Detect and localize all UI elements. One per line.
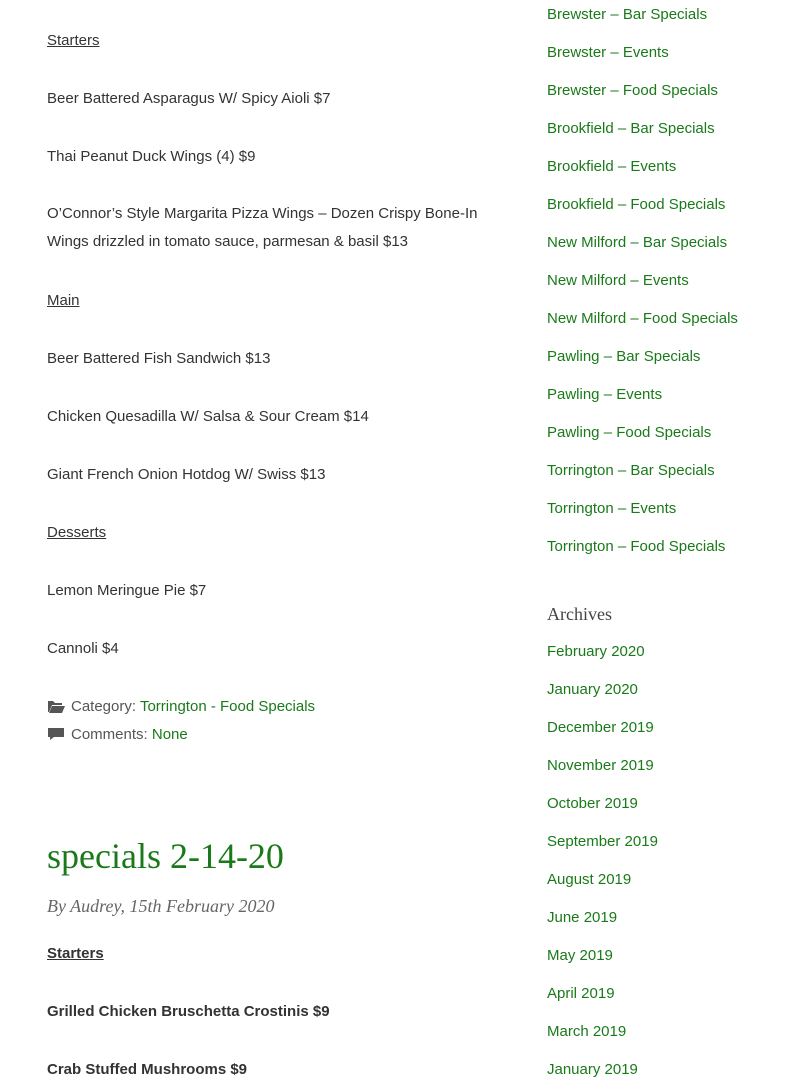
menu-item: Giant French Onion Hotdog W/ Swiss $13 (47, 466, 326, 483)
menu-item: Beer Battered Asparagus W/ Spicy Aioli $7 (47, 90, 331, 107)
sidebar-category-link[interactable]: Pawling – Bar Specials (547, 348, 701, 365)
sidebar-category-link[interactable]: Brewster – Food Specials (547, 82, 718, 99)
sidebar-category-link[interactable]: New Milford – Food Specials (547, 310, 738, 327)
archive-link[interactable]: May 2019 (547, 947, 613, 964)
archive-link[interactable]: October 2019 (547, 795, 638, 812)
menu-item: Thai Peanut Duck Wings (4) $9 (47, 148, 256, 165)
archive-link[interactable]: April 2019 (547, 985, 615, 1002)
sidebar-category-link[interactable]: Brewster – Events (547, 44, 669, 61)
sidebar-category-link[interactable]: Brookfield – Food Specials (547, 196, 726, 213)
comment-icon (47, 727, 65, 745)
archive-link[interactable]: June 2019 (547, 909, 618, 926)
starters-heading: Starters (47, 945, 104, 962)
category-label: Category: (71, 698, 137, 715)
menu-item: Lemon Meringue Pie $7 (47, 582, 207, 599)
menu-item: Cannoli $4 (47, 640, 119, 657)
menu-item: Chicken Quesadilla W/ Salsa & Sour Cream $14 (47, 408, 369, 425)
menu-item: Crab Stuffed Mushrooms $9 (47, 1061, 248, 1078)
archive-link[interactable]: August 2019 (547, 871, 632, 888)
post-byline: By Audrey, 15th February 2020 (47, 896, 275, 916)
sidebar-category-link[interactable]: Brewster – Bar Specials (547, 6, 708, 23)
starters-heading: Starters (47, 32, 100, 49)
menu-item: Grilled Chicken Bruschetta Crostinis $9 (47, 1003, 330, 1020)
post-title[interactable]: specials 2-14-20 (47, 836, 284, 876)
sidebar-category-link[interactable]: New Milford – Events (547, 272, 689, 289)
comments-link[interactable]: None (151, 726, 188, 743)
sidebar-category-link[interactable]: Torrington – Events (547, 500, 677, 517)
folder-open-icon (47, 699, 65, 717)
sidebar-category-link[interactable]: Torrington – Food Specials (547, 538, 726, 555)
menu-item: O’Connor’s Style Margarita Pizza Wings – Dozen Crispy Bone-In Wings drizzled in tomato sauce, parmesan & basil $13 (47, 205, 478, 250)
archive-link[interactable]: November 2019 (547, 757, 654, 774)
sidebar-category-link[interactable]: New Milford – Bar Specials (547, 234, 728, 251)
sidebar-category-link[interactable]: Brookfield – Bar Specials (547, 120, 715, 137)
post-category (47, 698, 315, 717)
comments-label: Comments: (71, 726, 148, 743)
desserts-heading: Desserts (47, 524, 107, 541)
post-comments (47, 726, 188, 745)
archives-widget-title: Archives (547, 604, 612, 624)
category-link[interactable]: Torrington - Food Specials (139, 698, 316, 715)
sidebar-category-link[interactable]: Brookfield – Events (547, 158, 677, 175)
archive-link[interactable]: January 2019 (547, 1061, 638, 1078)
archive-link[interactable]: December 2019 (547, 719, 654, 736)
archive-link[interactable]: March 2019 (547, 1023, 627, 1040)
sidebar-category-link[interactable]: Pawling – Events (547, 386, 663, 403)
archive-link[interactable]: February 2020 (547, 643, 645, 660)
sidebar-category-link[interactable]: Torrington – Bar Specials (547, 462, 715, 479)
main-heading: Main (47, 292, 80, 309)
sidebar-category-link[interactable]: Pawling – Food Specials (547, 424, 712, 441)
menu-item: Beer Battered Fish Sandwich $13 (47, 350, 271, 367)
archive-link[interactable]: January 2020 (547, 681, 638, 698)
archive-link[interactable]: September 2019 (547, 833, 658, 850)
